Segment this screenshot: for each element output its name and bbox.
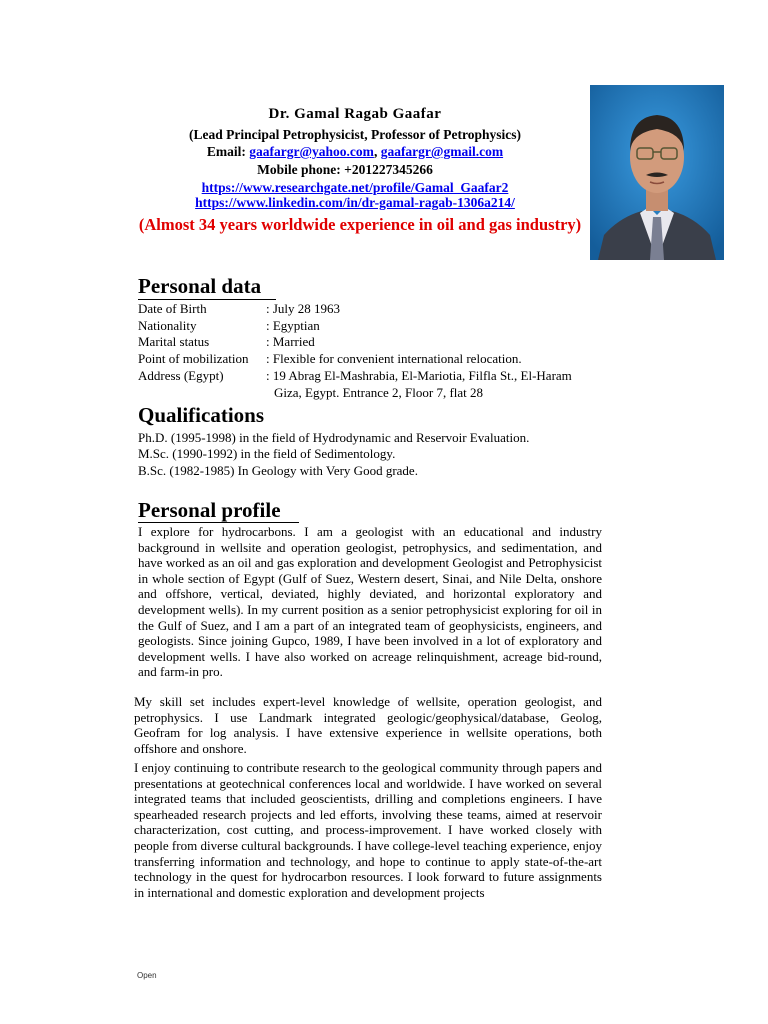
linkedin-link[interactable]: https://www.linkedin.com/in/dr-gamal-ragab-1306a214/ <box>195 195 515 210</box>
row-value: : 19 Abrag El-Mashrabia, El-Mariotia, Filfla St., El-Haram <box>266 368 572 383</box>
researchgate-row <box>120 180 590 196</box>
researchgate-link[interactable]: https://www.researchgate.net/profile/Gamal_Gaafar2 <box>201 180 509 195</box>
candidate-role: (Lead Principal Petrophysicist, Professor of Petrophysics) <box>189 127 521 142</box>
personal-data-row <box>138 301 340 317</box>
mobile-phone: Mobile phone: +201227345266 <box>257 162 433 177</box>
email-label: Email: <box>206 144 250 159</box>
row-value: : Flexible for convenient international relocation. <box>266 351 522 366</box>
personal-data-row <box>138 351 522 367</box>
row-label: Address (Egypt) <box>138 368 224 383</box>
row-value: : Married <box>266 334 315 349</box>
section-title-qualifications: Qualifications <box>138 403 265 427</box>
row-label: Marital status <box>138 334 210 349</box>
candidate-name: Dr. Gamal Ragab Gaafar <box>268 106 442 122</box>
personal-data-row <box>138 334 315 350</box>
linkedin-row <box>120 195 590 211</box>
address-line-2: Giza, Egypt. Entrance 2, Floor 7, flat 28 <box>274 385 484 400</box>
row-label: Nationality <box>138 318 197 333</box>
row-value: : July 28 1963 <box>266 301 341 316</box>
row-label: Point of mobilization <box>138 351 249 366</box>
profile-paragraph: I explore for hydrocarbons. I am a geologist with an educational and industry background in wellsite and operation geologist, petrophysics, and sedimentation, and have worked as an oil and gas exploration and development Geologist and Petrophysicist in whole section of Egypt (Gulf of Suez, Western desert, Sinai, and Nile Delta, onshore and offshore, vertical, deviated, highly deviated, and horizontal exploratory and development wells). In my current position as a senior petrophysicist exploring for oil in the Gulf of Suez, and I am a part of an integrated team of geophysicists, engineers, and geologists. Since joining Gupco, 1989, I have been involved in a lot of exploratory and development wells. I have also worked on acreage relinquishment, acreage bid-round, and farm-in pro. <box>138 524 602 680</box>
portrait-image <box>590 85 724 260</box>
qualification-item: B.Sc. (1982-1985) In Geology with Very Good grade. <box>138 463 418 478</box>
profile-paragraph: I enjoy continuing to contribute research to the geological community through papers and presentations at geotechnical conferences local and worldwide. I have worked on several integrated teams that included geoscientists, drilling and completions engineers. I have spearheaded research projects and led efforts, involving these teams, aimed at reservoir characterization, cost cutting, and process-improvement. I have worked closely with people from diverse cultural backgrounds. I have college-level teaching experience, enjoy transferring information and technology, and hope to continue to apply state-of-the-art technology in the quest for hydrocarbon resources. I look forward to future assignments in international and domestic exploration and development projects <box>134 760 602 900</box>
section-underline <box>138 522 299 523</box>
section-title-personal-data: Personal data <box>138 274 262 298</box>
section-title-personal-profile: Personal profile <box>138 498 281 522</box>
experience-summary: (Almost 34 years worldwide experience in oil and gas industry) <box>138 215 582 234</box>
email-link-yahoo[interactable]: gaafargr@yahoo.com <box>249 144 374 159</box>
row-value: : Egyptian <box>266 318 320 333</box>
qualification-item: Ph.D. (1995-1998) in the field of Hydrodynamic and Reservoir Evaluation. <box>138 430 530 445</box>
section-underline <box>138 299 276 300</box>
qualification-item: M.Sc. (1990-1992) in the field of Sedimentology. <box>138 446 396 461</box>
row-label: Date of Birth <box>138 301 207 316</box>
email-separator: , <box>373 144 381 159</box>
open-label[interactable]: Open <box>137 971 157 980</box>
profile-paragraph: My skill set includes expert-level knowledge of wellsite, operation geologist, and petrophysics. I use Landmark integrated geologic/geophysical/database, Geolog, Geofram for log analysis. I have extensive experience in wellsite operations, both offshore and onshore. <box>134 694 602 756</box>
email-row <box>120 144 590 160</box>
email-link-gmail[interactable]: gaafargr@gmail.com <box>380 144 504 159</box>
personal-data-row <box>138 318 320 334</box>
profile-photo <box>590 85 724 260</box>
personal-data-row <box>138 368 572 384</box>
